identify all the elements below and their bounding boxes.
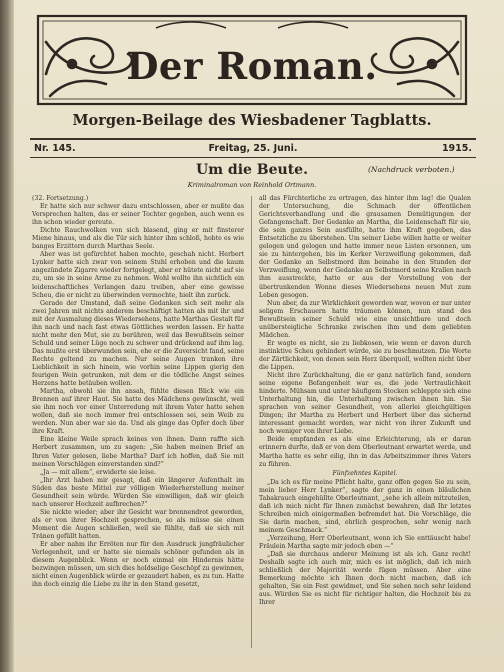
paragraph: „Daß sie durchaus anderer Meinung ist als ich. Ganz recht! Deshalb sagte ich auch mir, mich es ist möglich, daß ich mich schließlich der Majorität werde fügen müssen. Aber eine Bemerkung möchte ich Ihnen doch nicht machen, daß ich gehalten, Sie ein Fest gewidmet, und Sie sehen noch sehr leidend aus. Würden Sie es nicht für richtiger halten, die Hochzeit bis zu Ihrer — [259, 551, 471, 607]
paragraph: Nun aber, da zur Wirklichkeit geworden war, wovon er nur unter seligem Erschauern hatte träumen können, nun stand des Bewußtsein seiner Schuld wie eine unsichtbare und doch unübersteigliche Schranke zwischen ihm und dem geliebten Mädchen. — [259, 299, 471, 339]
paragraph: Eine kleine Weile sprach keines von ihnen. Dann raffte sich Herbert zusammen, um zu sagen: „Sie haben meinen Brief an Ihren Vater gelesen, liebe Martha? Darf ich hoffen, daß Sie mit meinen Vorschlägen einverstanden sind?“ — [32, 436, 244, 468]
issue-year: 1915. — [441, 143, 472, 154]
top-rule — [30, 138, 476, 140]
paragraph: Nicht ihre Zurückhaltung, die er ganz natürlich fand, sondern seine eigene Befangenheit war es, die jede Vertraulichkeit hinderte. Mühsam und unter häufigem Stocken schleppte sich eine Unterhaltung hin, die Unterhaltung zwischen ihnen hin. Sie sprachen von seiner Gesundheit, von allerlei gleichgültigen Dingen; ihr Martha zu Herbert und Herbert über das sichernd interessant gemacht worden, war nicht von ihrer Zukunft und noch weniger von ihrer Liebe. — [259, 372, 471, 436]
paragraph: Aber was ist gefürchtet haben mochte, geschah nicht. Herbert Lynker hatte sich zwar von seinem Stuhl erhoben und die kaum angezündete Zigarre wieder fortgelegt, aber er hütete nicht auf sie zu, um sie in seine Arme zu nehmen. Wohl wollte ihn sichtlich ein leidenschaftliches Verlangen dazu treiben, aber eine gewisse Scheu, die er nicht zu überwinden vermochte, hielt ihn zurück. — [32, 251, 244, 299]
paragraph: Er wagte es nicht, sie zu liebkosen, wie wenn er davon durch instinktive Scheu gehindert würde, sie zu beschmutzen. Die Worte der Zärtlichkeit, von denen sein Herz überquoll, wollten nicht über die Lippen. — [259, 339, 471, 371]
section-heading: Fünfzehntes Kapitel. — [332, 469, 398, 477]
issue-row — [34, 143, 472, 157]
paragraph: Er hatte sich nur schwer dazu entschlossen, aber er mußte das Versprechen halten, das er seiner Tochter gegeben, auch wenn es ihn schon wieder gereute. — [32, 203, 244, 227]
paragraph: Er aber nahm ihr Erröten nur für den Ausdruck jungfräulicher Verlegenheit, und er hatte sie niemals schöner gefunden als in diesem Augenblick. Wenn er noch einmal ein Hindernis hätte bezwingen müssen, um sich dies holdselige Geschöpf zu gewinnen, nicht einen Augenblick würde er gezaudert haben, es zu tun. Hatte ihn doch einzig die Liebe zu ihr in den Stand gesetzt, — [32, 541, 244, 589]
reprint-notice: (Nachdruck verboten.) — [368, 165, 455, 174]
paragraph: all das Fürchterliche zu ertragen, das hinter ihm lag! die Qualen der Untersuchung, die Schmach der öffentlichen Gerichtsverhandlung und die grausamen Demütigungen der Gefangenschaft. Der Gedanke an Martha, die Leidenschaft für sie, die sein ganzes Sein ausfüllte, hatte ihm Kraft gegeben, das Entsetzliche zu überstehen. Um seiner Liebe willen hatte er weiter gelogen und gelogen und hatte immer neue Listen ersonnen, um sie zu hintergehen, bis im Kerker Verzweiflung gekommen, daß der Gedanke an Selbstmord ihm beinahe in den Stunden der Verzweiflung, wenn der Gedanke an Selbstmord seine Krallen nach ihm ausstreckte, hatte er aus der Vorstellung von der übertrunkenden Wonne dieses Wiedersehens neuen Mut zum Leben gesogen. — [259, 195, 471, 299]
continuation-note: (32. Fortsetzung.) — [32, 195, 89, 202]
paragraph: „Ja — mit allem“, erwiderte sie leise. — [40, 468, 156, 476]
paragraph: Sie nickte wieder; aber ihr Gesicht war brennendrot geworden, als er von ihrer Hochzeit gesprochen, so als müsse sie einen Moment die Augen schließen, weil sie fühlte, daß sie sich mit Tränen gefüllt hatten. — [32, 508, 244, 540]
masthead-subtitle: Morgen-Beilage des Wiesbadener Tagblatts. — [72, 112, 432, 129]
paragraph: „Ihr Arzt haben mir gesagt, daß ein längerer Aufenthalt im Süden das beste Mittel zur völligen Wiederherstellung meiner Gesundheit sein würde. Würden Sie einwilligen, daß wir gleich nach unserer Hochzeit aufbrechen?“ — [32, 476, 244, 508]
paragraph: „Da ich es für meine Pflicht halte, ganz offen gegen Sie zu sein, mein lieber Herr Lynker“, sagte der ganz in einen bläulichen Tabakrauch eingehüllte Oberleutnant, „sehe ich allein mitzuteilen, daß ich mich nicht für Ihnen zunächst bewahren, daß Ihr letztes Schreiben mich einigermaßen befremdet hat. Die Vorschläge, die Sie darin machen, sind, ehrlich gesprochen, sehr wenig nach meinem Geschmack.“ — [259, 478, 471, 534]
paragraph: Dichte Rauchwolken von sich blasend, ging er mit finsterer Miene hinaus, und als die Tür sich hinter ihm schloß, hobte es wie banges Erzittern durch Marthas Seele. — [32, 227, 244, 251]
binding-edge — [0, 0, 14, 672]
paragraph: Beide empfanden es als eine Erleichterung, als er daran erinnern durfte, daß er von dem Oberleutnant erwartet werde, und Martha hatte es sehr eilig, ihn in das Arbeitszimmer ihres Vaters zu führen. — [259, 436, 471, 468]
column-divider — [251, 196, 252, 648]
paragraph: „Verzeihung, Herr Oberleutnant, wenn ich Sie enttäuscht habe! Fräulein Martha sagte mir jedoch eben —“ — [259, 534, 471, 551]
text-column-left — [32, 195, 244, 651]
paragraph: Gerade der Umstand, daß seine Gedanken sich seit mehr als zwei Jahren mit nichts anderem beschäftigt hatten als mit ihr und mit der Ausmalung dieses Wiedersehens, hatte Marthas Gestalt für ihn nach und nach fast etwas Göttliches werden lassen. Er hatte nicht mehr den Mut, sie zu berühren, weil das Bewußtsein seiner Schuld und seiner Lüge noch zu schwer und drückend auf ihm lag. Das mußte erst überwunden sein, ehe er die Zuversicht fand, seine Rechte geltend zu machen. Nur seine Augen tranken ihre Lieblichkeit in sich hinein, wie vorhin seine Lippen gierig den feurigen Wein getrunken, mit dem er die tödliche Angst seines Herzens hatte betäuben wollen. — [32, 299, 244, 388]
issue-date: Freitag, 25. Juni. — [208, 143, 298, 154]
bottom-rule — [30, 157, 476, 158]
issue-number: Nr. 145. — [34, 143, 76, 154]
article-title: Um die Beute. — [196, 162, 308, 178]
paragraph: Martha, obwohl sie ihn ansah, fühlte diesen Blick wie ein Brennen auf ihrer Haut. Sie hatte des Mädchens gewünscht, weil sie ihm noch vor einer Unterredung mit ihrem Vater hatte sehen wollen, daß sie noch immer frei entschlossen sei, sein Weib zu werden. Nun aber war sie da. Und als ginge das Opfer doch über ihre Kraft. — [32, 388, 244, 436]
text-column-right — [259, 195, 471, 651]
masthead-title: Der Roman. — [126, 44, 378, 88]
article-byline: Kriminalroman von Reinhold Ortmann. — [187, 181, 317, 189]
masthead — [36, 14, 468, 106]
